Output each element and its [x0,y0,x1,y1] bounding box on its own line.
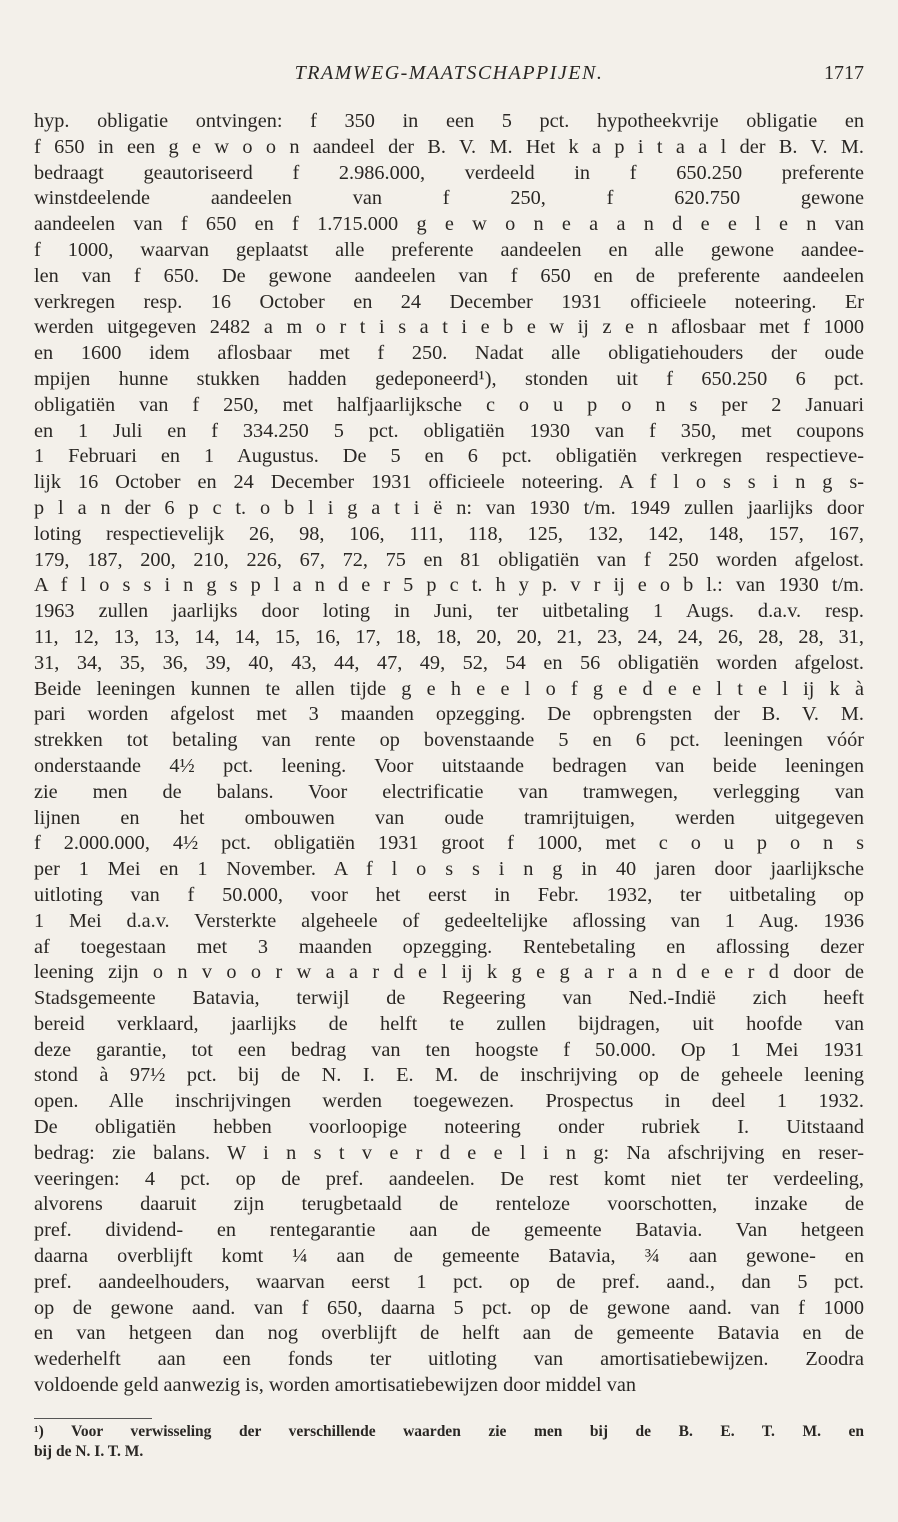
footnote-line: ¹) Voor verwisseling der verschillende waarden zie men bij de B. E. T. M. en [34,1423,864,1440]
text-line: f 650 in een g e w o o n aandeel der B. V. M. Het k a p i t a a l der B. V. M. [34,135,864,158]
text-line: Stadsgemeente Batavia, terwijl de Regeering van Ned.-Indië zich heeft [34,987,864,1010]
text-line: lijk 16 October en 24 December 1931 officieele noteering. A f l o s s i n g s- [34,471,864,494]
text-line: 1 Februari en 1 Augustus. De 5 en 6 pct. obligatiën verkregen respectieve- [34,445,864,468]
text-line: strekken tot betaling van rente op bovenstaande 5 en 6 pct. leeningen vóór [34,729,864,752]
text-line: veeringen: 4 pct. op de pref. aandeelen. De rest komt niet ter verdeeling, [34,1167,864,1190]
text-line: zie men de balans. Voor electrificatie van tramwegen, verlegging van [34,780,864,803]
text-line: en 1600 idem aflosbaar met f 250. Nadat alle obligatiehouders der oude [34,342,864,365]
text-line: f 2.000.000, 4½ pct. obligatiën 1931 groot f 1000, met c o u p o n s [34,832,864,855]
text-line: De obligatiën hebben voorloopige noteering onder rubriek I. Uitstaand [34,1116,864,1139]
body-text [34,109,864,1399]
text-line: op de gewone aand. van f 650, daarna 5 pct. op de gewone aand. van f 1000 [34,1296,864,1319]
footnote-rule [34,1418,152,1419]
text-line: af toegestaan met 3 maanden opzegging. Rentebetaling en aflossing dezer [34,935,864,958]
text-line: 11, 12, 13, 13, 14, 14, 15, 16, 17, 18, 18, 20, 20, 21, 23, 24, 24, 26, 28, 28, 31, [34,625,864,648]
text-line: lijnen en het ombouwen van oude tramrijtuigen, werden uitgegeven [34,806,864,829]
running-title: TRAMWEG-MAATSCHAPPIJEN. [294,62,604,84]
text-line: voldoende geld aanwezig is, worden amortisatiebewijzen door middel van [34,1374,637,1397]
text-line: wederhelft aan een fonds ter uitloting van amortisatiebewijzen. Zoodra [34,1348,864,1371]
text-line: en 1 Juli en f 334.250 5 pct. obligatiën 1930 van f 350, met coupons [34,419,864,442]
text-line: pref. dividend- en rentegarantie aan de gemeente Batavia. Van hetgeen [34,1219,864,1242]
text-line: verkregen resp. 16 October en 24 December 1931 officieele noteering. Er [34,290,864,313]
text-line: per 1 Mei en 1 November. A f l o s s i n g in 40 jaren door jaarlijksche [34,858,864,881]
text-line: 1 Mei d.a.v. Versterkte algeheele of gedeeltelijke aflossing van 1 Aug. 1936 [34,909,864,932]
text-line: hyp. obligatie ontvingen: f 350 in een 5 pct. hypotheekvrije obligatie en [34,110,864,132]
text-line: mpijen hunne stukken hadden gedeponeerd¹), stonden uit f 650.250 6 pct. [34,367,864,390]
footnote-line: bij de N. I. T. M. [34,1443,144,1460]
text-line: alvorens daaruit zijn terugbetaald de renteloze voorschotten, inzake de [34,1193,864,1216]
text-line: loting respectievelijk 26, 98, 106, 111, 118, 125, 132, 142, 148, 157, 167, [34,522,864,545]
text-line: bedrag: zie balans. W i n s t v e r d e e l i n g: Na afschrijving en reser- [34,1141,864,1164]
page-header [34,62,864,90]
text-line: winstdeelende aandeelen van f 250, f 620.750 gewone [34,187,864,210]
text-line: A f l o s s i n g s p l a n d e r 5 p c t. h y p. v r ij e o b l.: van 1930 t/m. [34,574,864,597]
text-line: pref. aandeelhouders, waarvan eerst 1 pct. op de pref. aand., dan 5 pct. [34,1270,864,1293]
text-line: onderstaande 4½ pct. leening. Voor uitstaande bedragen van beide leeningen [34,754,864,777]
text-line: stond à 97½ pct. bij de N. I. E. M. de inschrijving op de geheele leening [34,1064,864,1087]
text-line: leening zijn o n v o o r w a a r d e l ij k g e g a r a n d e e r d door de [34,961,864,984]
text-line: en van hetgeen dan nog overblijft de helft aan de gemeente Batavia en de [34,1322,864,1345]
text-line: 1963 zullen jaarlijks door loting in Juni, ter uitbetaling 1 Augs. d.a.v. resp. [34,600,864,623]
text-line: 179, 187, 200, 210, 226, 67, 72, 75 en 81 obligatiën van f 250 worden afgelost. [34,548,864,571]
text-line: obligatiën van f 250, met halfjaarlijksche c o u p o n s per 2 Januari [34,393,864,416]
text-line: Beide leeningen kunnen te allen tijde g e h e e l o f g e d e e l t e l ij k à [34,677,864,700]
text-line: daarna overblijft komt ¼ aan de gemeente Batavia, ¾ aan gewone- en [34,1245,864,1268]
page-number: 1717 [824,62,864,84]
text-line: 31, 34, 35, 36, 39, 40, 43, 44, 47, 49, 52, 54 en 56 obligatiën worden afgelost. [34,651,864,674]
footnote [34,1422,864,1462]
text-line: open. Alle inschrijvingen werden toegewezen. Prospectus in deel 1 1932. [34,1090,864,1113]
text-line: deze garantie, tot een bedrag van ten hoogste f 50.000. Op 1 Mei 1931 [34,1038,864,1061]
text-line: aandeelen van f 650 en f 1.715.000 g e w o n e a a n d e e l e n van [34,213,864,236]
text-line: len van f 650. De gewone aandeelen van f 650 en de preferente aandeelen [34,264,864,287]
text-line: bereid verklaard, jaarlijks de helft te zullen bijdragen, uit hoofde van [34,1012,864,1035]
text-line: pari worden afgelost met 3 maanden opzegging. De opbrengsten der B. V. M. [34,703,864,726]
text-line: bedraagt geautoriseerd f 2.986.000, verdeeld in f 650.250 preferente [34,161,864,184]
text-line: f 1000, waarvan geplaatst alle preferente aandeelen en alle gewone aandee- [34,238,864,261]
text-line: p l a n der 6 p c t. o b l i g a t i ë n: van 1930 t/m. 1949 zullen jaarlijks door [34,496,864,519]
text-line: werden uitgegeven 2482 a m o r t i s a t i e b e w ij z e n aflosbaar met f 1000 [34,316,864,339]
text-line: uitloting van f 50.000, voor het eerst in Febr. 1932, ter uitbetaling op [34,883,864,906]
